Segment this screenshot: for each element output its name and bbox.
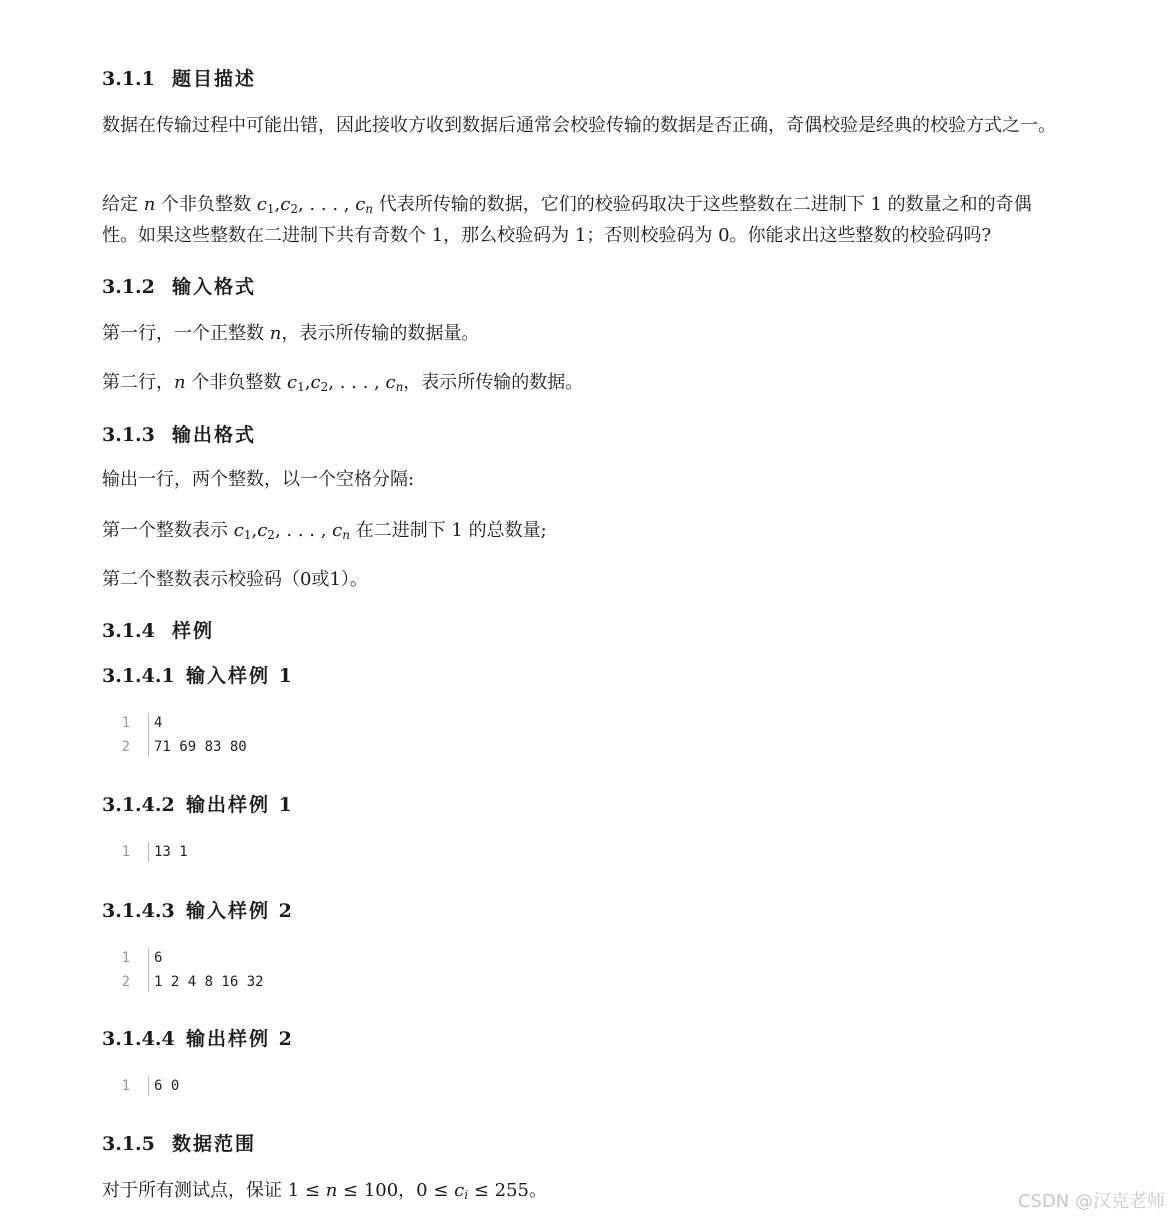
subsection-number: 3.1.4.1 [102,665,175,687]
section-number: 3.1.3 [102,424,155,446]
subsection-number: 3.1.4.4 [102,1028,175,1050]
subsection-title: 输出样例 1 [186,794,294,816]
section-heading-description [102,64,256,91]
line-number: 1 [121,715,130,731]
code-text: 4 [154,715,163,731]
subsection-title: 输入样例 1 [186,665,294,687]
section-heading-input-format [102,272,256,299]
section-title: 数据范围 [172,1133,257,1155]
code-block-output-1 [102,840,502,864]
subsection-heading-input-sample-1 [102,661,294,688]
output-format-line-0: 输出一行，两个整数，以一个空格分隔: [102,469,415,490]
subsection-number: 3.1.4.3 [102,900,175,922]
subsection-number: 3.1.4.2 [102,794,175,816]
code-block-input-2 [102,946,502,994]
code-block-input-1 [102,711,502,759]
data-range-paragraph: 对于所有测试点，保证 1 ≤ n ≤ 100，$0 \le c_i \le 255$。 [102,1180,547,1202]
code-line [102,1074,502,1098]
output-format-line-2: 第二个整数表示校验码（0或1）。 [102,569,368,590]
code-block-output-2 [102,1074,502,1098]
description-paragraph-2: 给定 n 个非负整数 $c_1,c_2$, . . . , $c_n$ 代表所传输的数据，它们的校验码取决于这些整数在二进制下 1 的数量之和的奇偶性。如果这些整数在二进制下共有奇数个 1，那么校验码为 1；否则校验码为 0。你能求出这些整数的校验码吗? [102,194,1032,246]
section-number: 3.1.1 [102,68,155,90]
line-number: 1 [121,950,130,966]
code-line [102,711,502,735]
input-format-line-2: 第二行，n 个非负整数 $c_1,c_2$, . . . , $c_n$，表示所传输的数据。 [102,372,584,394]
line-number: 2 [121,974,130,990]
code-line [102,970,502,994]
section-number: 3.1.2 [102,276,155,298]
subsection-heading-output-sample-1 [102,790,294,817]
section-title: 输出格式 [172,424,257,446]
section-heading-samples [102,616,214,643]
code-line [102,840,502,864]
code-text: 71 69 83 80 [154,739,247,755]
code-text: 6 0 [154,1078,180,1094]
code-line [102,946,502,970]
subsection-title: 输入样例 2 [186,900,294,922]
subsection-title: 输出样例 2 [186,1028,294,1050]
watermark: CSDN @汉克老师 [1017,1191,1165,1212]
output-format-line-1: 第一个整数表示 $c_1,c_2$, . . . , $c_n$ 在二进制下 1 的总数量; [102,520,547,542]
section-heading-data-range [102,1129,256,1156]
code-text: 1 2 4 8 16 32 [154,974,264,990]
input-format-line-1: 第一行，一个正整数 n，表示所传输的数据量。 [102,323,480,344]
code-line [102,735,502,759]
line-number: 1 [121,1078,130,1094]
line-number: 1 [121,844,130,860]
section-heading-output-format [102,420,256,447]
description-paragraph-1: 数据在传输过程中可能出错，因此接收方收到数据后通常会校验传输的数据是否正确，奇偶校验是经典的校验方式之一。 [102,115,1056,136]
section-title: 样例 [172,620,215,642]
line-number: 2 [121,739,130,755]
section-number: 3.1.4 [102,620,155,642]
code-text: 6 [154,950,163,966]
section-title: 输入格式 [172,276,257,298]
section-number: 3.1.5 [102,1133,155,1155]
subsection-heading-input-sample-2 [102,896,294,923]
section-title: 题目描述 [172,68,257,90]
code-text: 13 1 [154,844,188,860]
subsection-heading-output-sample-2 [102,1024,294,1051]
